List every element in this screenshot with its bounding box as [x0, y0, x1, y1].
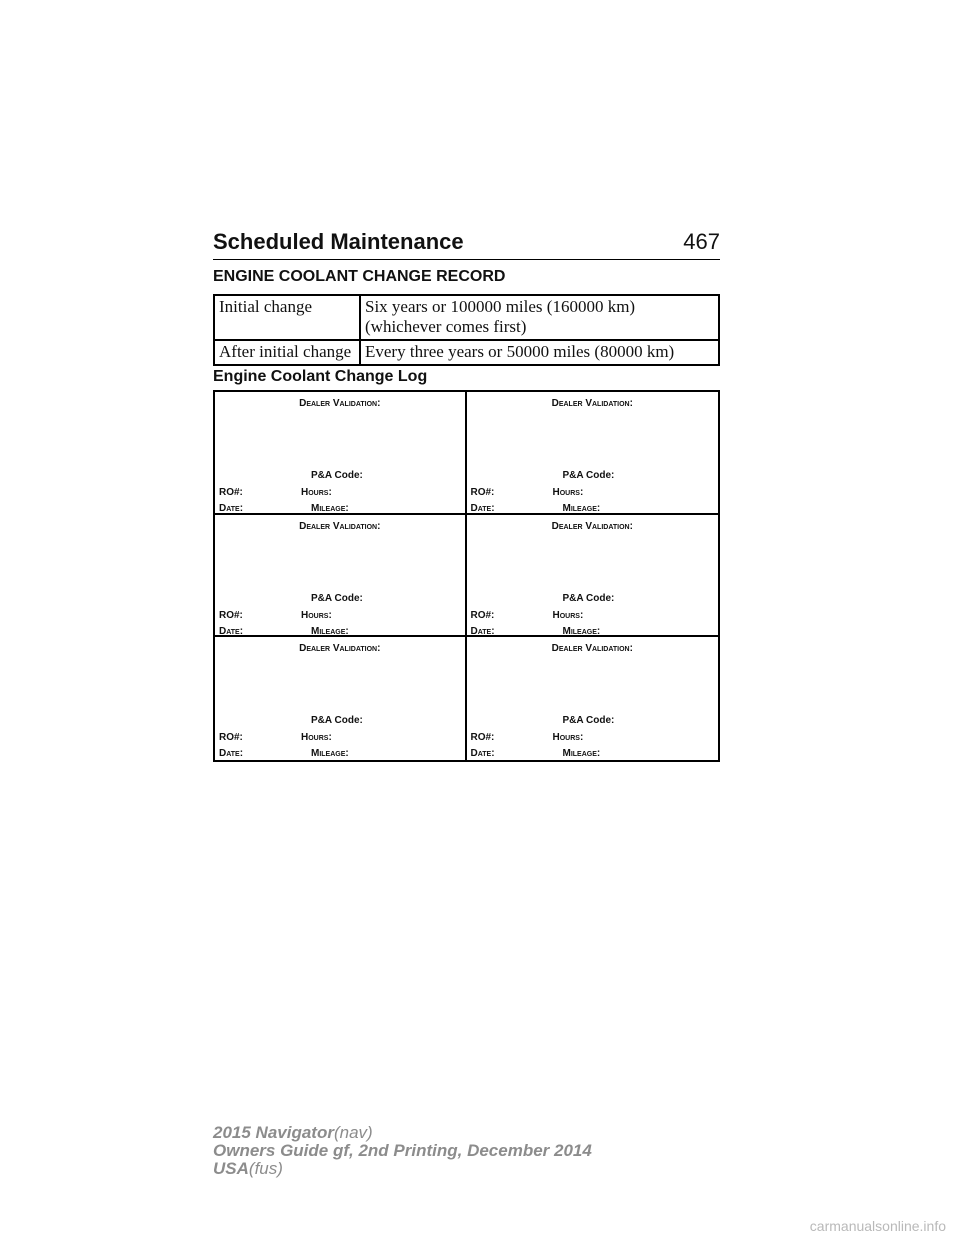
- hours-label: Hours:: [552, 609, 584, 621]
- hours-label: Hours:: [301, 732, 332, 744]
- pa-code-label: P&A Code:: [311, 715, 363, 727]
- date-label: Date:: [219, 503, 244, 514]
- watermark: carmanualsonline.info: [809, 1218, 946, 1234]
- footer-line-2: [213, 1142, 592, 1160]
- log-entry-cell: [467, 637, 719, 760]
- footer-edition: Owners Guide gf, 2nd Printing, December 2014: [213, 1141, 592, 1160]
- record-value: [360, 340, 719, 365]
- hours-label: Hours:: [552, 732, 584, 744]
- footer-model-code: (nav): [333, 1123, 373, 1142]
- record-value-line: Every three years or 50000 miles (80000 km): [365, 342, 675, 361]
- record-value: [360, 295, 719, 340]
- dealer-validation-label: Dealer Validation:: [299, 398, 381, 409]
- table-row: [214, 295, 719, 340]
- ro-number-label: RO#:: [470, 732, 495, 744]
- footer-market: USA: [213, 1159, 249, 1178]
- log-title: Engine Coolant Change Log: [213, 368, 428, 385]
- dealer-validation-label: Dealer Validation:: [299, 643, 381, 655]
- coolant-change-log-grid: [213, 390, 720, 762]
- record-value-line: Six years or 100000 miles (160000 km): [365, 297, 636, 316]
- date-label: Date:: [470, 625, 495, 637]
- pa-code-label: P&A Code:: [562, 592, 615, 604]
- footer-line-1: [213, 1124, 592, 1142]
- mileage-label: Mileage:: [311, 748, 349, 760]
- mileage-label: Mileage:: [562, 748, 601, 760]
- date-label: Date:: [470, 748, 495, 760]
- dealer-validation-label: Dealer Validation:: [551, 643, 633, 655]
- dealer-validation-label: Dealer Validation:: [551, 520, 633, 532]
- ro-number-label: RO#:: [219, 609, 243, 621]
- hours-label: Hours:: [301, 487, 332, 498]
- ro-number-label: RO#:: [219, 487, 243, 498]
- record-value-line: (whichever comes first): [365, 317, 527, 336]
- dealer-validation-label: Dealer Validation:: [299, 520, 381, 532]
- log-entry-cell: [467, 392, 719, 515]
- header-title: Scheduled Maintenance: [213, 229, 464, 254]
- date-label: Date:: [219, 748, 244, 760]
- page-number: 467: [683, 229, 720, 254]
- section-title: ENGINE COOLANT CHANGE RECORD: [213, 268, 506, 285]
- page-header: [213, 229, 720, 260]
- log-entry-cell: [215, 515, 467, 638]
- record-label: Initial change: [214, 295, 360, 340]
- ro-number-label: RO#:: [470, 487, 495, 498]
- dealer-validation-label: Dealer Validation:: [551, 398, 633, 409]
- pa-code-label: P&A Code:: [311, 592, 363, 604]
- mileage-label: Mileage:: [562, 625, 601, 637]
- document-footer: [213, 1124, 592, 1178]
- mileage-label: Mileage:: [562, 503, 601, 514]
- pa-code-label: P&A Code:: [562, 470, 615, 481]
- log-entry-cell: [215, 637, 467, 760]
- footer-line-3: [213, 1160, 592, 1178]
- hours-label: Hours:: [301, 609, 332, 621]
- footer-model: 2015 Navigator: [213, 1123, 334, 1142]
- pa-code-label: P&A Code:: [311, 470, 363, 481]
- log-entry-cell: [467, 515, 719, 638]
- mileage-label: Mileage:: [311, 503, 349, 514]
- pa-code-label: P&A Code:: [562, 715, 615, 727]
- hours-label: Hours:: [552, 487, 584, 498]
- date-label: Date:: [219, 625, 244, 637]
- coolant-change-record-table: [213, 294, 720, 366]
- table-row: [214, 340, 719, 365]
- ro-number-label: RO#:: [219, 732, 243, 744]
- footer-market-code: (fus): [248, 1159, 283, 1178]
- record-label: After initial change: [214, 340, 360, 365]
- date-label: Date:: [470, 503, 495, 514]
- log-entry-cell: [215, 392, 467, 515]
- ro-number-label: RO#:: [470, 609, 495, 621]
- mileage-label: Mileage:: [311, 625, 349, 637]
